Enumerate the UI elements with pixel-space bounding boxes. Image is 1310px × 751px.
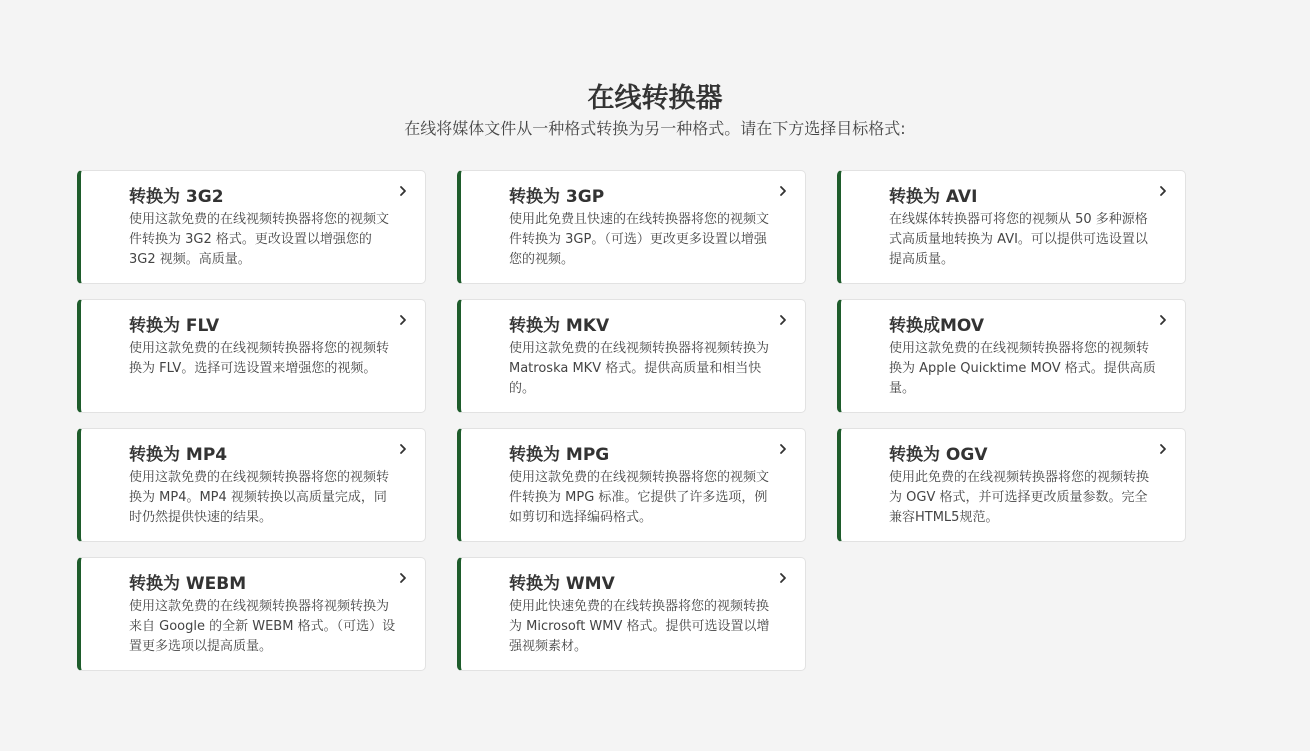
- card-title: 转换为 3G2: [129, 187, 224, 207]
- chevron-right-icon: [396, 313, 410, 327]
- page-subtitle: 在线将媒体文件从一种格式转换为另一种格式。请在下方选择目标格式:: [404, 119, 906, 138]
- page-title: 在线转换器: [587, 83, 723, 114]
- card-title: 转换为 MP4: [129, 445, 228, 465]
- converter-grid: [77, 170, 1187, 671]
- chevron-right-icon: [1156, 184, 1170, 198]
- converter-card-webm[interactable]: [77, 557, 426, 671]
- chevron-right-icon: [396, 442, 410, 456]
- converter-card-avi[interactable]: [837, 170, 1186, 284]
- card-title: 转换为 MKV: [509, 316, 610, 336]
- card-description: 使用这款免费的在线视频转换器将视频转换为来自 Google 的全新 WEBM 格式。（可选）设置更多选项以提高质量。: [129, 599, 396, 654]
- converter-card-mov[interactable]: [837, 299, 1186, 413]
- card-title: 转换为 WMV: [509, 574, 615, 594]
- converter-card-ogv[interactable]: [837, 428, 1186, 542]
- converter-card-mkv[interactable]: [457, 299, 806, 413]
- chevron-right-icon: [776, 184, 790, 198]
- converter-card-mp4[interactable]: [77, 428, 426, 542]
- card-title: 转换为 WEBM: [129, 574, 247, 594]
- card-title: 转换为 FLV: [129, 316, 220, 336]
- card-description: 在线媒体转换器可将您的视频从 50 多种源格式高质量地转换为 AVI。可以提供可选设置以提高质量。: [889, 212, 1148, 267]
- chevron-right-icon: [776, 442, 790, 456]
- card-description: 使用这款免费的在线视频转换器将视频转换为 Matroska MKV 格式。提供高质量和相当快的。: [509, 341, 770, 396]
- chevron-right-icon: [776, 571, 790, 585]
- card-description: 使用此免费且快速的在线转换器将您的视频文件转换为 3GP。（可选）更改更多设置以增强您的视频。: [509, 212, 770, 267]
- converter-card-3gp[interactable]: [457, 170, 806, 284]
- converter-card-3g2[interactable]: [77, 170, 426, 284]
- chevron-right-icon: [776, 313, 790, 327]
- card-description: 使用这款免费的在线视频转换器将您的视频文件转换为 3G2 格式。更改设置以增强您的 3G2 视频。高质量。: [129, 212, 390, 267]
- chevron-right-icon: [1156, 313, 1170, 327]
- card-title: 转换为 AVI: [889, 187, 978, 207]
- card-description: 使用此快速免费的在线转换器将您的视频转换为 Microsoft WMV 格式。提供可选设置以增强视频素材。: [509, 599, 770, 654]
- chevron-right-icon: [396, 184, 410, 198]
- card-description: 使用这款免费的在线视频转换器将您的视频转换为 MP4。MP4 视频转换以高质量完成，同时仍然提供快速的结果。: [129, 470, 390, 525]
- card-description: 使用这款免费的在线视频转换器将您的视频文件转换为 MPG 标准。它提供了许多选项，例如剪切和选择编码格式。: [509, 470, 770, 525]
- card-title: 转换为 OGV: [889, 445, 988, 465]
- converter-card-mpg[interactable]: [457, 428, 806, 542]
- header: [0, 80, 1310, 140]
- card-title: 转换成MOV: [889, 316, 985, 336]
- chevron-right-icon: [1156, 442, 1170, 456]
- chevron-right-icon: [396, 571, 410, 585]
- card-description: 使用此免费的在线视频转换器将您的视频转换为 OGV 格式，并可选择更改质量参数。完全兼容HTML5规范。: [889, 470, 1150, 525]
- converter-card-flv[interactable]: [77, 299, 426, 413]
- converter-card-wmv[interactable]: [457, 557, 806, 671]
- card-description: 使用这款免费的在线视频转换器将您的视频转换为 FLV。选择可选设置来增强您的视频。: [129, 341, 390, 376]
- card-description: 使用这款免费的在线视频转换器将您的视频转换为 Apple Quicktime MOV 格式。提供高质量。: [889, 341, 1156, 396]
- card-title: 转换为 3GP: [509, 187, 605, 207]
- card-title: 转换为 MPG: [509, 445, 610, 465]
